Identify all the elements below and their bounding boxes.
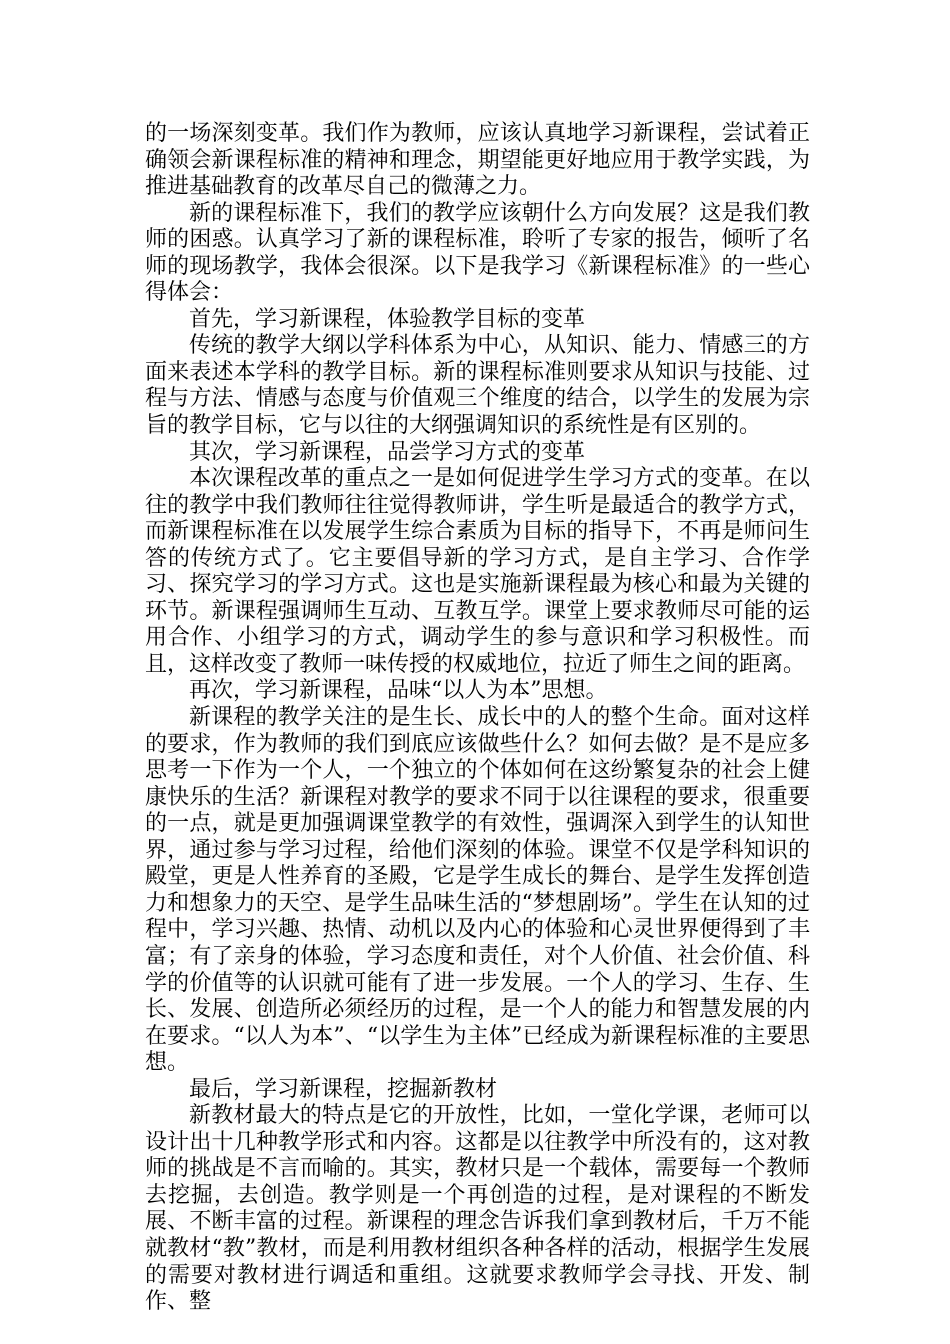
paragraph-people-oriented: 新课程的教学关注的是生长、成长中的人的整个生命。面对这样的要求，作为教师的我们到底应该做些什么？如何去做？是不是应多思考一下作为一个人，一个独立的个体如何在这纷繁复杂的社会上健康快乐的生活？新课程对教学的要求不同于以往课程的要求，很重要的一点，就是更加强调课堂教学的有效性，强调深入到学生的认知世界，通过参与学习过程，给他们深刻的体验。课堂不仅是学科知识的殿堂，更是人性养育的圣殿，它是学生成长的舞台、是学生发挥创造力和想象力的天空、是学生品味生活的“梦想剧场”。学生在认知的过程中，学习兴趣、热情、动机以及内心的体验和心灵世界便得到了丰富；有了亲身的体验，学习态度和责任，对个人价值、社会价值、科学的价值等的认识就可能有了进一步发展。一个人的学习、生存、生长、发展、创造所必须经历的过程，是一个人的能力和智慧发展的内在要求。“以人为本”、“以学生为主体”已经成为新课程标准的主要思想。 [145, 705, 810, 1076]
paragraph-teaching-goals: 传统的教学大纲以学科体系为中心，从知识、能力、情感三的方面来表述本学科的教学目标。新的课程标准则要求从知识与技能、过程与方法、情感与态度与价值观三个维度的结合，以学生的发展为宗旨的教学目标，它与以往的大纲强调知识的系统性是有区别的。 [145, 333, 810, 439]
section-heading-second: 其次，学习新课程，品尝学习方式的变革 [189, 439, 586, 465]
paragraph-teacher-confusion: 新的课程标准下，我们的教学应该朝什么方向发展？这是我们教师的困惑。认真学习了新的课程标准，聆听了专家的报告，倾听了名师的现场教学，我体会很深。以下是我学习《新课程标准》的一些心得体会： [145, 200, 810, 306]
document-body [145, 121, 810, 1316]
paragraph-intro-continuation: 的一场深刻变革。我们作为教师，应该认真地学习新课程，尝试着正确领会新课程标准的精神和理念，期望能更好地应用于教学实践，为推进基础教育的改革尽自己的微薄之力。 [145, 121, 810, 200]
section-heading-third: 再次，学习新课程，品味“以人为本”思想。 [189, 678, 608, 704]
paragraph-learning-methods: 本次课程改革的重点之一是如何促进学生学习方式的变革。在以往的教学中我们教师往往觉得教师讲，学生听是最适合的教学方式，而新课程标准在以发展学生综合素质为目标的指导下，不再是师问生答的传统方式了。它主要倡导新的学习方式，是自主学习、合作学习、探究学习的学习方式。这也是实施新课程最为核心和最为关键的环节。新课程强调师生互动、互教互学。课堂上要求教师尽可能的运用合作、小组学习的方式，调动学生的参与意识和学习积极性。而且，这样改变了教师一味传授的权威地位，拉近了师生之间的距离。 [145, 466, 810, 677]
section-heading-last: 最后，学习新课程，挖掘新教材 [189, 1076, 498, 1102]
paragraph-new-textbooks: 新教材最大的特点是它的开放性，比如，一堂化学课，老师可以设计出十几种教学形式和内容。这都是以往教学中所没有的，这对教师的挑战是不言而喻的。其实，教材只是一个载体，需要每一个教师去挖掘，去创造。教学则是一个再创造的过程，是对课程的不断发展、不断丰富的过程。新课程的理念告诉我们拿到教材后，千万不能就教材“教”教材，而是利用教材组织各种各样的活动，根据学生发展的需要对教材进行调适和重组。这就要求教师学会寻找、开发、制作、整 [145, 1103, 810, 1315]
section-heading-first: 首先，学习新课程，体验教学目标的变革 [189, 306, 586, 332]
